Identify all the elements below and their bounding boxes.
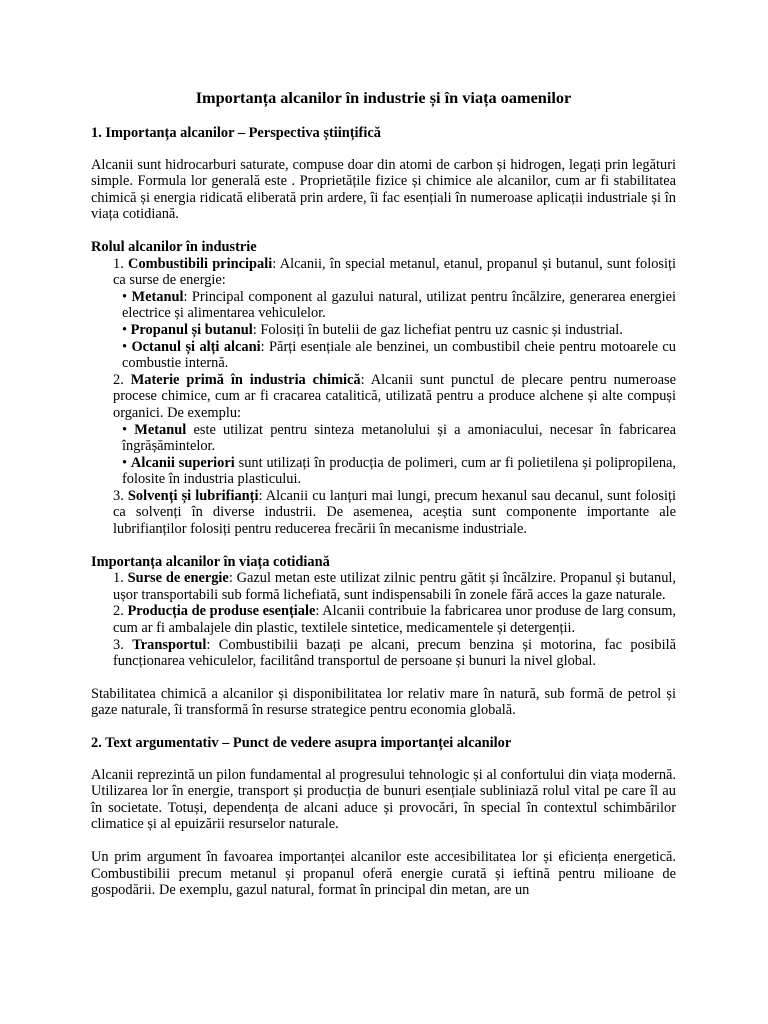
industry-sub-item: [122, 455, 676, 488]
item-label: Producția de produse esențiale: [127, 603, 316, 620]
item-label: Surse de energie: [127, 570, 229, 587]
industry-item-1: [113, 256, 676, 289]
sub-item-label: Metanul: [131, 288, 184, 305]
item-number: 2.: [113, 371, 131, 388]
industry-item-3: [113, 488, 676, 538]
conclusion-paragraph: Stabilitatea chimică a alcanilor și disponibilitatea lor relativ mare în natură, sub formă de petrol și gaze naturale, îi transformă în resurse strategice pentru economia globală.: [91, 685, 676, 719]
item-number: 1.: [113, 570, 128, 587]
bullet: •: [122, 421, 135, 438]
sub-item-text: : Principal component al gazului natural, utilizat pentru încălzire, generarea energiei electrice și alimentarea vehiculelor.: [122, 288, 677, 322]
sub-item-text: : Folosiți în butelii de gaz lichefiat pentru uz casnic și industrial.: [252, 321, 623, 338]
item-number: 1.: [113, 255, 129, 272]
section-2-heading: 2. Text argumentativ – Punct de vedere asupra importanței alcanilor: [91, 735, 512, 751]
bullet: •: [122, 321, 131, 338]
item-number: 3.: [113, 487, 128, 504]
industry-sub-item: [122, 289, 676, 322]
item-text: : Alcanii, în special metanul, etanul, propanul și butanul, sunt folosiți ca surse de energie:: [113, 255, 677, 289]
item-text: : Alcanii contribuie la fabricarea unor produse de larg consum, cum ar fi ambalajele din plastic, textilele sintetice, medicamentele și detergenții.: [113, 603, 676, 637]
daily-item-3: [113, 637, 676, 670]
document-content: [91, 89, 676, 899]
daily-item-1: [113, 570, 676, 603]
argument-paragraph-1: Alcanii reprezintă un pilon fundamental al progresului tehnologic și al confortului din viața modernă. Utilizarea lor în energie, transport și producția de bunuri esențiale subliniază rolul vital pe care îl au în societate. Totuși, dependența de alcani aduce și provocări, în special în contextul schimbărilor climatice și al epuizării resurselor naturale.: [91, 766, 676, 833]
section-1-heading: 1. Importanța alcanilor – Perspectiva științifică: [91, 125, 381, 141]
industry-heading: Rolul alcanilor în industrie: [91, 238, 257, 255]
industry-sub-item: [122, 422, 676, 455]
item-label: Materie primă în industria chimică: [130, 371, 361, 388]
daily-life-heading: Importanța alcanilor în viața cotidiană: [91, 553, 330, 570]
industry-sub-item: [122, 322, 676, 339]
item-number: 3.: [113, 636, 133, 653]
intro-paragraph: Alcanii sunt hidrocarburi saturate, compuse doar din atomi de carbon și hidrogen, legați prin legături simple. Formula lor generală este . Proprietățile fizice și chimice ale alcanilor, cum ar fi stabilitatea chimică și energia ridicată eliberată prin ardere, îi fac esențiali în numeroase aplicații industriale și în viața cotidiană.: [91, 156, 676, 223]
item-text: : Combustibilii bazați pe alcani, precum benzina și motorina, fac posibilă funcționarea vehiculelor, facilitând transportul de persoane și bunuri la nivel global.: [113, 636, 676, 670]
industry-item-2: [113, 372, 676, 422]
item-text: : Gazul metan este utilizat zilnic pentru gătit și încălzire. Propanul și butanul, ușor transportabili sub formă lichefiată, sunt indispensabili în zonele fără acces la gaze naturale.: [113, 570, 676, 603]
sub-item-label: Alcanii superiori: [130, 454, 235, 471]
sub-item-label: Metanul: [134, 421, 187, 438]
item-label: Solvenți și lubrifianți: [127, 487, 259, 504]
item-number: 2.: [113, 603, 128, 620]
document-title: Importanța alcanilor în industrie și în viața oamenilor: [195, 88, 572, 107]
sub-item-text: sunt utilizați în producția de polimeri, cum ar fi polietilena și polipropilena, folosite în industria plasticului.: [122, 454, 677, 488]
bullet: •: [122, 338, 132, 355]
item-text: : Alcanii cu lanțuri mai lungi, precum hexanul sau decanul, sunt folosiți ca solvenți în diverse industrii. De asemenea, aceștia sunt componente importante ale lubrifianților folosiți pentru reducerea frecării în mecanisme industriale.: [113, 487, 677, 538]
item-label: Transportul: [132, 636, 207, 653]
sub-item-label: Octanul și alți alcani: [131, 338, 261, 355]
sub-item-text: este utilizat pentru sinteza metanolului și a amoniacului, necesar în fabricarea îngrășămintelor.: [122, 421, 676, 455]
industry-sub-item: [122, 339, 676, 372]
item-label: Combustibili principali: [128, 255, 273, 272]
item-text: : Alcanii sunt punctul de plecare pentru numeroase procese chimice, cum ar fi cracarea catalitică, utilizată pentru a produce alchene și alte compuși organici. De exemplu:: [113, 371, 676, 421]
bullet: •: [122, 454, 131, 471]
sub-item-label: Propanul și butanul: [130, 321, 253, 338]
daily-item-2: [113, 603, 676, 636]
bullet: •: [122, 288, 132, 305]
sub-item-text: : Părți esențiale ale benzinei, un combustibil cheie pentru motoarele cu combustie internă.: [122, 338, 676, 372]
argument-paragraph-2: Un prim argument în favoarea importanței alcanilor este accesibilitatea lor și eficiența energetică. Combustibilii precum metanul și propanul oferă energie curată și ieftină pentru milioane de gospodării. De exemplu, gazul natural, format în principal din metan, are un: [91, 848, 676, 899]
